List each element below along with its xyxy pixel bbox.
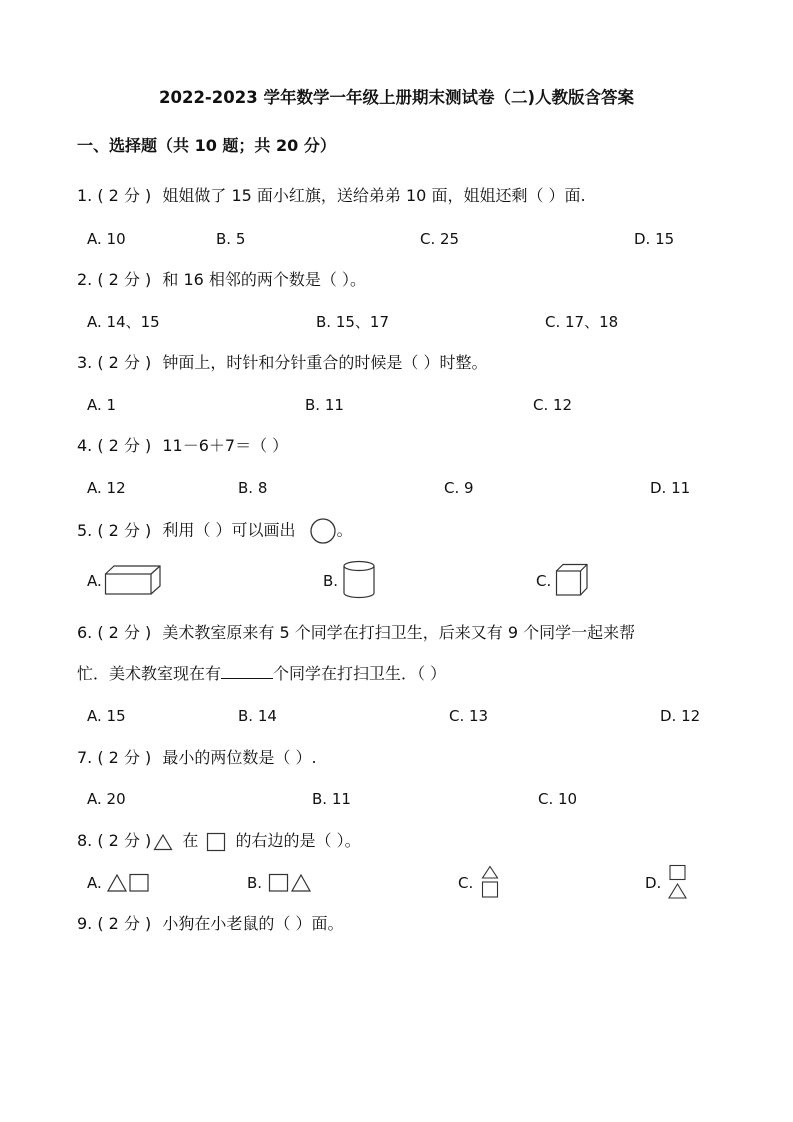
option-c[interactable]: C. 12 bbox=[533, 396, 573, 414]
question-1 bbox=[77, 184, 586, 208]
question-text: 利用（ ）可以画出 bbox=[162, 520, 296, 540]
page-title: 2022-2023 学年数学一年级上册期末测试卷（二)人教版含答案 bbox=[159, 88, 634, 107]
question-6 bbox=[77, 621, 635, 645]
option-d[interactable]: D. bbox=[645, 874, 662, 892]
question-number: 4. ( 2 分 ) bbox=[77, 436, 152, 455]
option-a[interactable]: A. 10 bbox=[87, 230, 126, 248]
option-d[interactable]: D. 12 bbox=[660, 707, 701, 725]
question-8 bbox=[77, 829, 361, 853]
option-c[interactable]: C. 13 bbox=[449, 707, 489, 725]
option-c[interactable]: C. 10 bbox=[538, 790, 578, 808]
option-d[interactable]: D. 11 bbox=[650, 479, 691, 497]
question-text: 的右边的是（ ）。 bbox=[235, 831, 361, 850]
option-a[interactable]: A. 20 bbox=[87, 790, 126, 808]
square-above-triangle-icon[interactable] bbox=[668, 864, 688, 900]
question-text: 美术教室原来有 5 个同学在打扫卫生，后来又有 9 个同学一起来帮 bbox=[162, 623, 636, 642]
question-text: 在 bbox=[182, 831, 199, 850]
question-text: 个同学在打扫卫生．（ ） bbox=[273, 664, 447, 683]
option-a[interactable]: A. 14、15 bbox=[87, 313, 160, 331]
question-number: 8. ( 2 分 ) bbox=[77, 831, 152, 850]
question-text-end: 。 bbox=[336, 520, 353, 540]
option-b[interactable]: B. 11 bbox=[305, 396, 344, 414]
option-d[interactable]: D. 15 bbox=[634, 230, 675, 248]
option-b[interactable]: B. 14 bbox=[238, 707, 277, 725]
option-a[interactable]: A. 1 bbox=[87, 396, 117, 414]
question-6-line-2 bbox=[77, 662, 446, 686]
option-b[interactable]: B. 15、17 bbox=[316, 313, 390, 331]
question-text: 11－6＋7＝（ ） bbox=[162, 436, 289, 455]
question-number: 1. ( 2 分 ) bbox=[77, 186, 152, 205]
section-title: 一、选择题（共 10 题；共 20 分） bbox=[77, 136, 336, 155]
square-triangle-icon[interactable] bbox=[268, 873, 312, 893]
square-icon bbox=[206, 832, 226, 852]
question-7 bbox=[77, 746, 317, 770]
question-3 bbox=[77, 351, 487, 375]
cuboid-icon[interactable] bbox=[104, 564, 162, 596]
question-text: 姐姐做了 15 面小红旗，送给弟弟 10 面，姐姐还剩（ ）面. bbox=[162, 186, 586, 205]
question-4 bbox=[77, 434, 288, 458]
option-c[interactable]: C. 9 bbox=[444, 479, 474, 497]
option-b[interactable]: B. 8 bbox=[238, 479, 268, 497]
option-a[interactable]: A. bbox=[87, 874, 102, 892]
option-a[interactable]: A. 15 bbox=[87, 707, 126, 725]
question-text: 小狗在小老鼠的（ ）面。 bbox=[162, 914, 344, 933]
triangle-above-square-icon[interactable] bbox=[481, 865, 499, 899]
question-text: 和 16 相邻的两个数是（ ）。 bbox=[162, 270, 366, 289]
option-b[interactable]: B. bbox=[323, 572, 339, 590]
triangle-square-icon[interactable] bbox=[107, 873, 151, 893]
question-2 bbox=[77, 268, 366, 292]
option-a[interactable]: A. 12 bbox=[87, 479, 126, 497]
option-a[interactable]: A. bbox=[87, 572, 102, 590]
option-b[interactable]: B. bbox=[247, 874, 263, 892]
option-c[interactable]: C. 17、18 bbox=[545, 313, 619, 331]
option-c[interactable]: C. bbox=[536, 572, 552, 590]
answer-blank[interactable] bbox=[221, 662, 273, 679]
question-number: 7. ( 2 分 ) bbox=[77, 748, 152, 767]
question-9 bbox=[77, 912, 343, 936]
question-number: 3. ( 2 分 ) bbox=[77, 353, 152, 372]
cube-icon[interactable] bbox=[555, 563, 589, 597]
question-number: 9. ( 2 分 ) bbox=[77, 914, 152, 933]
triangle-icon bbox=[153, 833, 173, 851]
question-text: 最小的两位数是（ ）. bbox=[162, 748, 317, 767]
circle-icon bbox=[309, 517, 337, 545]
option-c[interactable]: C. 25 bbox=[420, 230, 460, 248]
question-number: 6. ( 2 分 ) bbox=[77, 623, 152, 642]
question-number: 2. ( 2 分 ) bbox=[77, 270, 152, 289]
question-5 bbox=[77, 517, 353, 545]
question-text: 钟面上，时针和分针重合的时候是（ ）时整。 bbox=[162, 353, 488, 372]
cylinder-icon[interactable] bbox=[342, 560, 376, 600]
question-text: 忙．美术教室现在有 bbox=[77, 664, 222, 683]
question-number: 5. ( 2 分 ) bbox=[77, 520, 152, 540]
option-c[interactable]: C. bbox=[458, 874, 474, 892]
option-b[interactable]: B. 11 bbox=[312, 790, 351, 808]
option-b[interactable]: B. 5 bbox=[216, 230, 246, 248]
